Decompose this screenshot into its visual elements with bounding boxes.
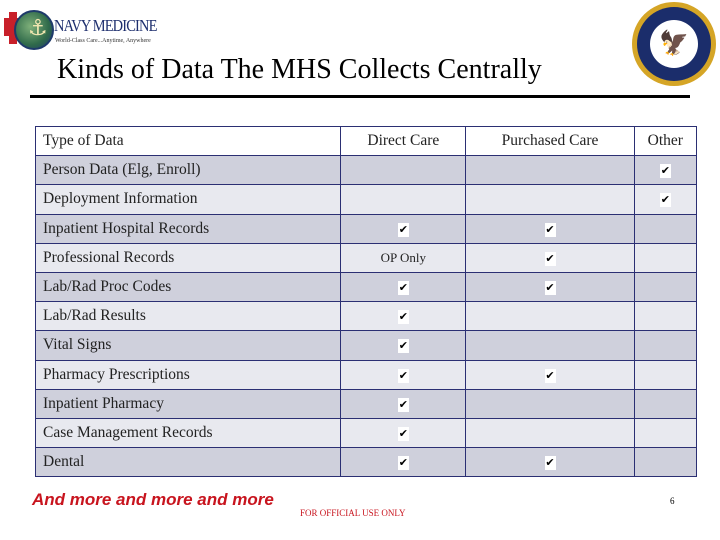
navy-medicine-logo — [4, 6, 157, 50]
cell-purchased — [466, 360, 634, 389]
cell-other — [634, 272, 696, 301]
row-label: Professional Records — [36, 243, 341, 272]
anchor-globe-icon: ⚓ — [14, 10, 54, 50]
logo-tagline: World-Class Care...Anytime, Anywhere — [55, 38, 151, 44]
cell-other — [634, 331, 696, 360]
table-row — [36, 331, 697, 360]
checkmark-icon: ✔ — [398, 222, 408, 236]
checkmark-icon: ✔ — [398, 456, 408, 470]
cell-purchased — [466, 418, 634, 447]
cell-direct — [341, 331, 466, 360]
cell-other — [634, 389, 696, 418]
cell-note: OP Only — [380, 249, 427, 265]
cell-other — [634, 156, 696, 185]
table-row — [36, 243, 697, 272]
cell-purchased — [466, 302, 634, 331]
classification-label: FOR OFFICIAL USE ONLY — [300, 508, 406, 518]
header-type: Type of Data — [36, 127, 341, 156]
table-row — [36, 214, 697, 243]
more-note: And more and more and more — [32, 490, 274, 509]
checkmark-icon: ✔ — [398, 310, 408, 324]
row-label: Dental — [36, 448, 341, 477]
checkmark-icon: ✔ — [545, 456, 555, 470]
page-number: 6 — [670, 496, 675, 506]
row-label: Deployment Information — [36, 185, 341, 214]
checkmark-icon: ✔ — [660, 193, 670, 207]
cell-purchased — [466, 243, 634, 272]
cell-direct — [341, 418, 466, 447]
cell-purchased — [466, 389, 634, 418]
cell-direct — [341, 360, 466, 389]
title-divider — [30, 95, 690, 98]
checkmark-icon: ✔ — [398, 368, 408, 382]
table-row — [36, 185, 697, 214]
cell-direct — [341, 448, 466, 477]
row-label: Case Management Records — [36, 418, 341, 447]
checkmark-icon: ✔ — [545, 251, 555, 265]
checkmark-icon: ✔ — [660, 164, 670, 178]
table-row — [36, 156, 697, 185]
checkmark-icon: ✔ — [545, 222, 555, 236]
cell-direct — [341, 302, 466, 331]
cell-other — [634, 448, 696, 477]
cell-direct — [341, 156, 466, 185]
table-header-row — [36, 127, 697, 156]
table-row — [36, 360, 697, 389]
checkmark-icon: ✔ — [398, 281, 408, 295]
table-row — [36, 302, 697, 331]
cell-other — [634, 418, 696, 447]
checkmark-icon: ✔ — [398, 426, 408, 440]
cell-purchased — [466, 448, 634, 477]
cell-purchased — [466, 156, 634, 185]
cell-direct — [341, 243, 466, 272]
header-other: Other — [634, 127, 696, 156]
table-row — [36, 418, 697, 447]
cell-direct — [341, 185, 466, 214]
cell-purchased — [466, 331, 634, 360]
cell-direct — [341, 214, 466, 243]
table-row — [36, 272, 697, 301]
row-label: Inpatient Hospital Records — [36, 214, 341, 243]
header-direct-care: Direct Care — [341, 127, 466, 156]
row-label: Lab/Rad Results — [36, 302, 341, 331]
cell-other — [634, 185, 696, 214]
slide-title: Kinds of Data The MHS Collects Centrally — [57, 54, 542, 85]
checkmark-icon: ✔ — [398, 397, 408, 411]
checkmark-icon: ✔ — [545, 281, 555, 295]
row-label: Inpatient Pharmacy — [36, 389, 341, 418]
cell-purchased — [466, 214, 634, 243]
cell-purchased — [466, 272, 634, 301]
row-label: Vital Signs — [36, 331, 341, 360]
eagle-icon: 🦅 — [650, 20, 698, 68]
header-purchased-care: Purchased Care — [466, 127, 634, 156]
cell-other — [634, 243, 696, 272]
checkmark-icon: ✔ — [545, 368, 555, 382]
data-kinds-table — [35, 126, 697, 477]
table-row — [36, 448, 697, 477]
logo-name: NAVY MEDICINE — [54, 16, 157, 35]
row-label: Pharmacy Prescriptions — [36, 360, 341, 389]
navy-department-seal — [632, 2, 716, 86]
cell-other — [634, 302, 696, 331]
row-label: Lab/Rad Proc Codes — [36, 272, 341, 301]
cell-direct — [341, 272, 466, 301]
row-label: Person Data (Elg, Enroll) — [36, 156, 341, 185]
cell-direct — [341, 389, 466, 418]
cell-other — [634, 360, 696, 389]
cell-purchased — [466, 185, 634, 214]
cell-other — [634, 214, 696, 243]
table-row — [36, 389, 697, 418]
checkmark-icon: ✔ — [398, 339, 408, 353]
